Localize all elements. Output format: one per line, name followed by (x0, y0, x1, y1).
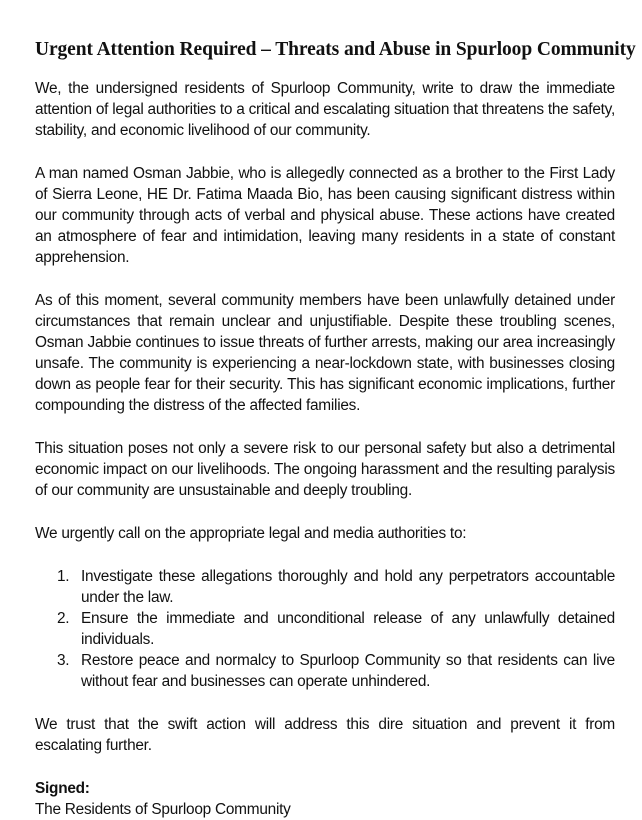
signature-label: Signed: (35, 780, 90, 797)
paragraph-closing: We trust that the swift action will address this dire situation and prevent it from escalating further. (35, 716, 615, 754)
paragraph-detentions: As of this moment, several community members have been unlawfully detained under circumstances that remain unclear and unjustifiable. Despite these troubling scenes, Osman Jabbie continues to issue threats of further arrests, making our area increasingly unsafe. The community is experiencing a near-lockdown state, with businesses closing down as people fear for their security. This has significant economic implications, further compounding the distress of the affected families. (35, 292, 615, 414)
list-item-text: Ensure the immediate and unconditional release of any unlawfully detained individuals. (81, 610, 615, 648)
list-item-text: Restore peace and normalcy to Spurloop Community so that residents can live without fear and businesses can operate unhindered. (81, 652, 615, 690)
list-item-number: 1. (57, 568, 70, 585)
list-item (35, 566, 615, 608)
paragraph-impact: This situation poses not only a severe risk to our personal safety but also a detrimental economic impact on our livelihoods. The ongoing harassment and the resulting paralysis of our community are unsustainable and deeply troubling. (35, 440, 615, 499)
list-item (35, 650, 615, 692)
demands-list (35, 566, 615, 692)
signature-name: The Residents of Spurloop Community (35, 801, 291, 818)
list-item-number: 3. (57, 652, 70, 669)
list-item-text: Investigate these allegations thoroughly and hold any perpetrators accountable under the law. (81, 568, 615, 606)
signature-block (35, 778, 615, 820)
letter-document (35, 38, 636, 820)
paragraph-intro: We, the undersigned residents of Spurloop Community, write to draw the immediate attention of legal authorities to a critical and escalating situation that threatens the safety, stability, and economic livelihood of our community. (35, 80, 615, 139)
paragraph-call-to-action: We urgently call on the appropriate legal and media authorities to: (35, 525, 467, 542)
paragraph-allegation: A man named Osman Jabbie, who is allegedly connected as a brother to the First Lady of Sierra Leone, HE Dr. Fatima Maada Bio, has been causing significant distress within our community through acts of verbal and physical abuse. These actions have created an atmosphere of fear and intimidation, leaving many residents in a state of constant apprehension. (35, 165, 615, 266)
list-item (35, 608, 615, 650)
letter-title: Urgent Attention Required – Threats and Abuse in Spurloop Community (35, 39, 636, 60)
list-item-number: 2. (57, 610, 70, 627)
